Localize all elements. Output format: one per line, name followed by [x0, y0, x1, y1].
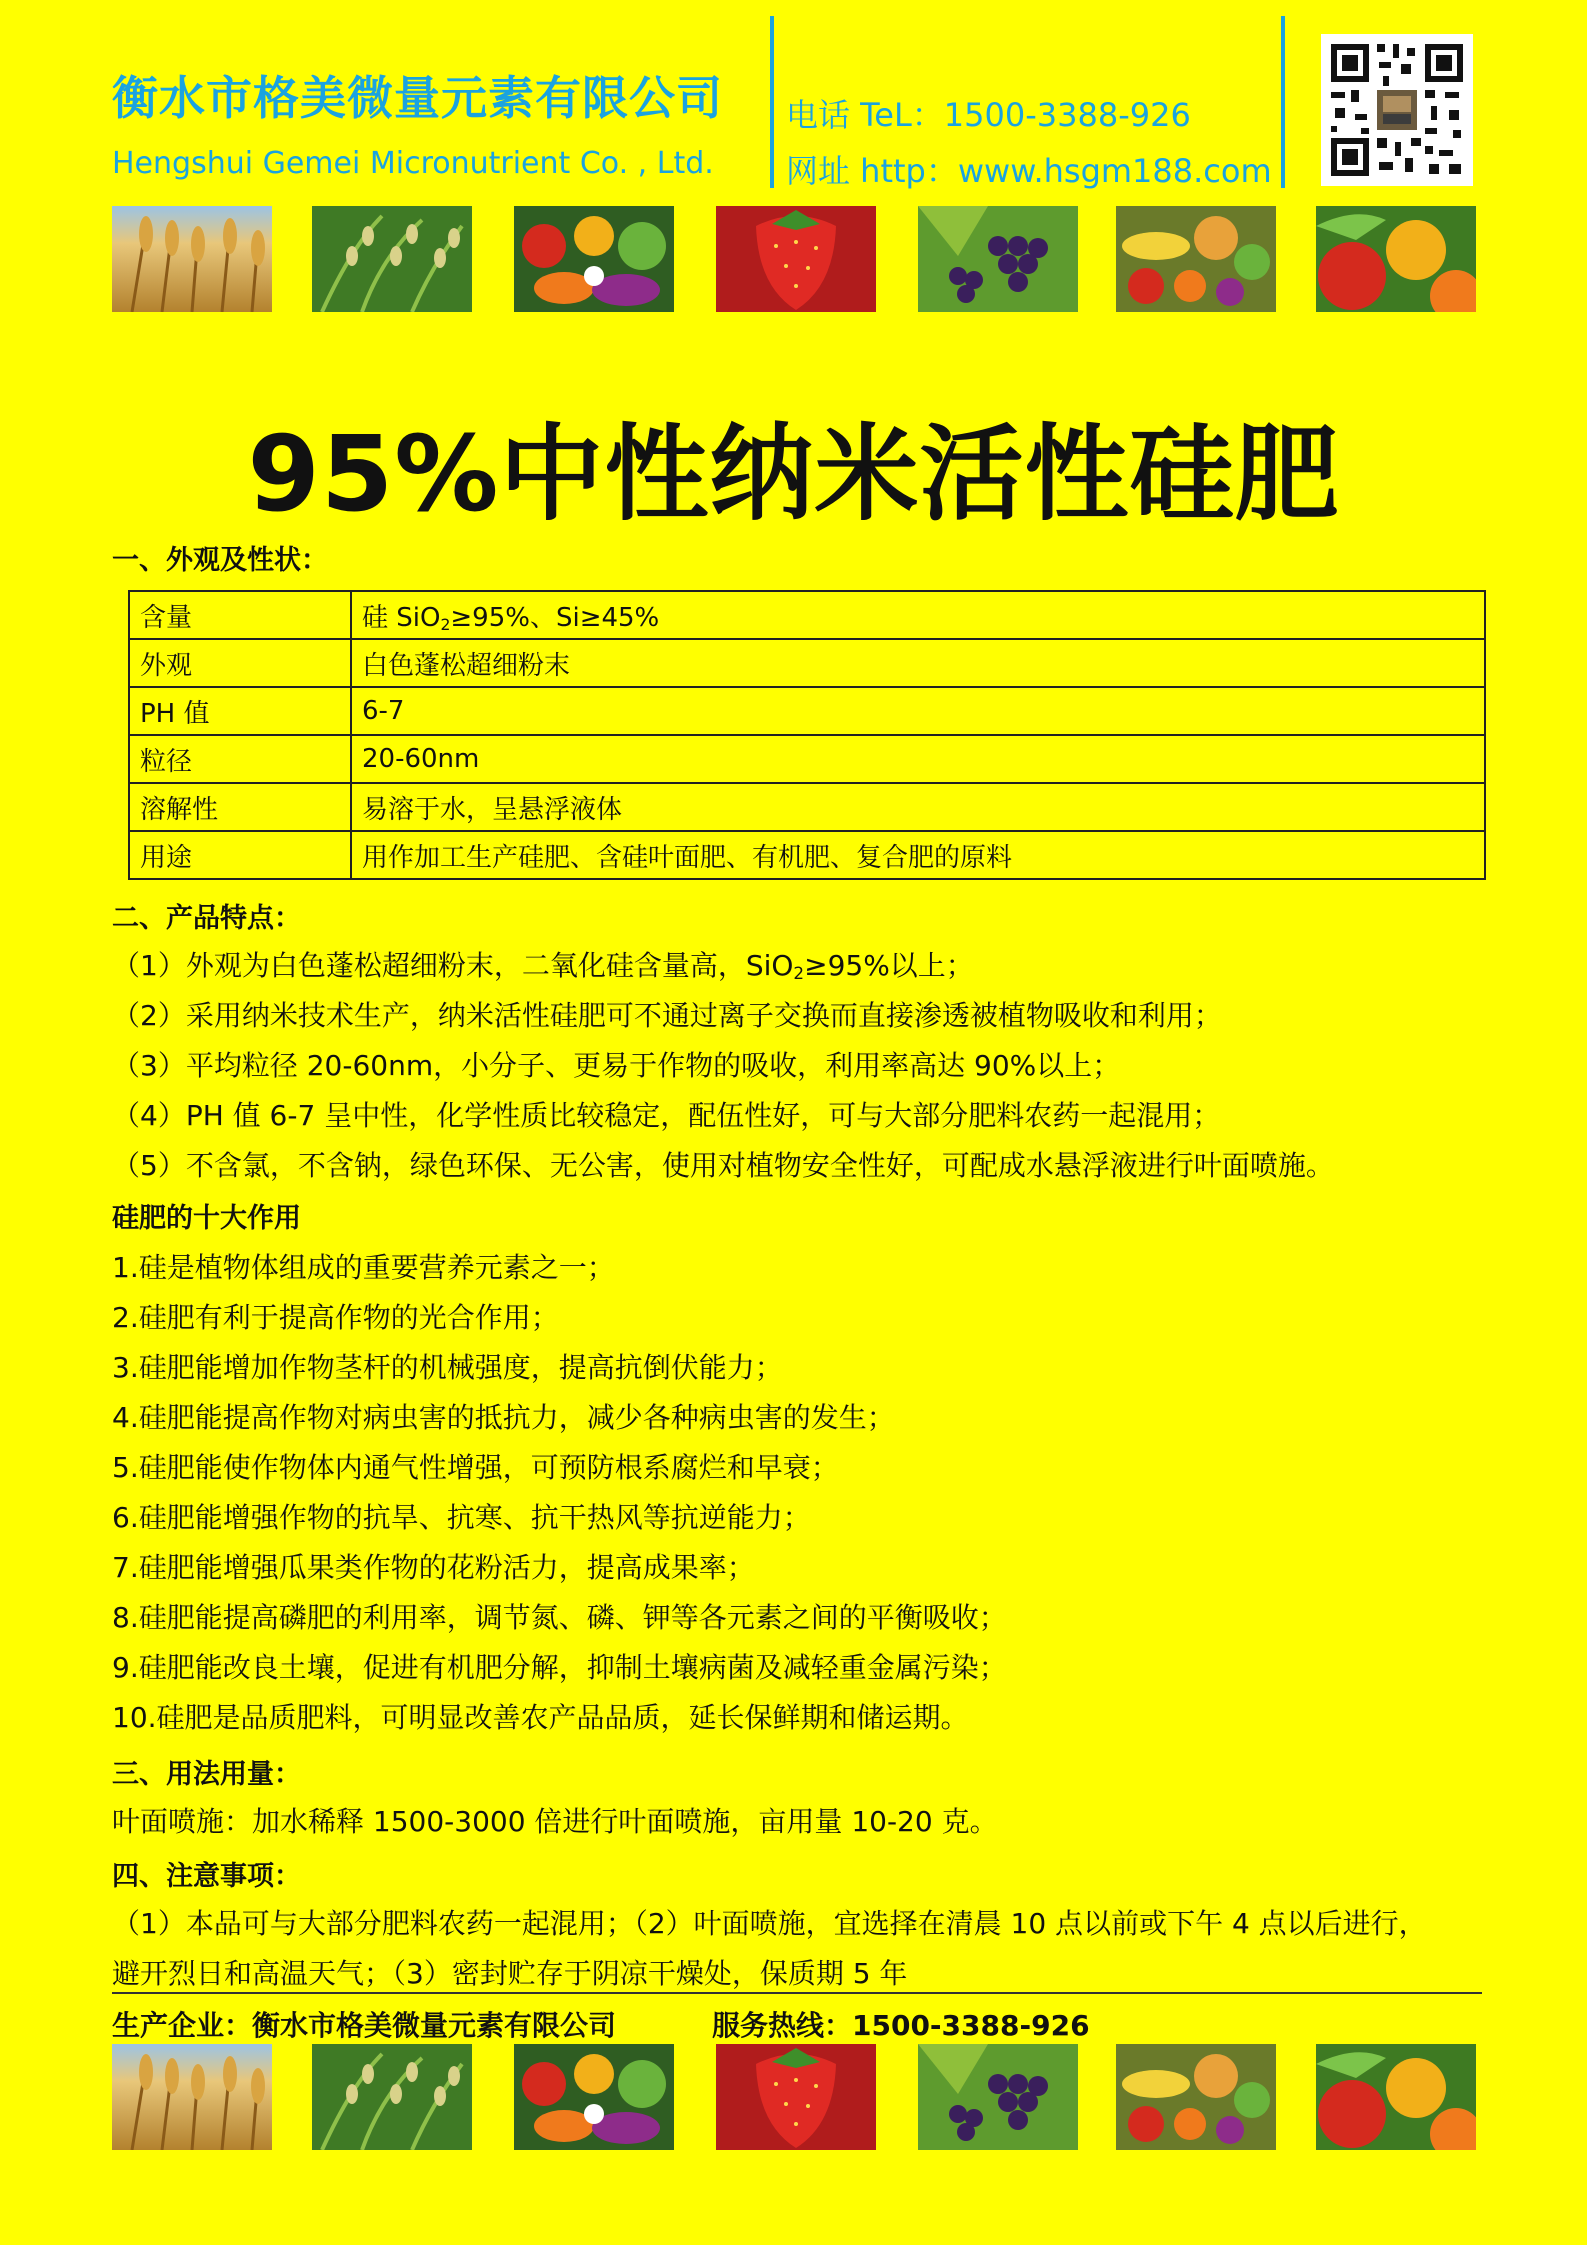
- fruit-basket-photo: [1116, 206, 1276, 312]
- table-row: [129, 735, 1485, 783]
- qr-code: [1321, 34, 1473, 186]
- spec-key: 用途: [129, 831, 351, 879]
- spec-value: 硅 SiO$_2$≥95%、Si≥45%: [351, 591, 1485, 639]
- precaution-text: 避开烈日和高温天气；（3）密封贮存于阴凉干燥处，保质期 5 年: [112, 1957, 908, 1990]
- spec-value: 白色蓬松超细粉末: [351, 639, 1485, 687]
- function-item: 5.硅肥能使作物体内通气性增强，可预防根系腐烂和早衰；: [112, 1451, 839, 1484]
- table-row: [129, 783, 1485, 831]
- section-heading-functions: 硅肥的十大作用: [112, 1203, 301, 1234]
- fruit-basket-photo: [1116, 2044, 1276, 2150]
- spec-key: 含量: [129, 591, 351, 639]
- rice-photo: [312, 2044, 472, 2150]
- footer-divider: [112, 1992, 1482, 1994]
- service-hotline: 服务热线：1500-3388-926: [712, 2009, 1090, 2042]
- rice-photo: [312, 206, 472, 312]
- company-name-cn: 衡水市格美微量元素有限公司: [112, 71, 723, 125]
- function-item: 1.硅是植物体组成的重要营养元素之一；: [112, 1251, 615, 1284]
- producer-label: 生产企业：衡水市格美微量元素有限公司: [112, 2009, 617, 2042]
- spec-value: 易溶于水，呈悬浮液体: [351, 783, 1485, 831]
- function-item: 2.硅肥有利于提高作物的光合作用；: [112, 1301, 559, 1334]
- spec-key: 溶解性: [129, 783, 351, 831]
- photo-strip-bottom: [112, 2044, 1476, 2150]
- photo-strip-top: [112, 206, 1476, 312]
- function-item: 7.硅肥能增强瓜果类作物的花粉活力，提高成果率；: [112, 1551, 755, 1584]
- spec-value: 6-7: [351, 687, 1485, 735]
- feature-item: （4）PH 值 6-7 呈中性，化学性质比较稳定，配伍性好，可与大部分肥料农药一起混用；: [112, 1099, 1221, 1132]
- function-item: 3.硅肥能增加作物茎杆的机械强度，提高抗倒伏能力；: [112, 1351, 783, 1384]
- wheat-photo: [112, 206, 272, 312]
- section-heading-usage: 三、用法用量：: [112, 1759, 301, 1790]
- product-title: 95%中性纳米活性硅肥: [247, 413, 1340, 535]
- usage-text: 叶面喷施：加水稀释 1500-3000 倍进行叶面喷施，亩用量 10-20 克。: [112, 1805, 998, 1838]
- feature-item: （2）采用纳米技术生产，纳米活性硅肥可不通过离子交换而直接渗透被植物吸收和利用；: [112, 999, 1222, 1032]
- feature-item: （3）平均粒径 20-60nm，小分子、更易于作物的吸收，利用率高达 90%以上；: [112, 1049, 1121, 1082]
- function-item: 10.硅肥是品质肥料，可明显改善农产品品质，延长保鲜期和储运期。: [112, 1701, 969, 1734]
- spec-table: [128, 590, 1486, 880]
- feature-item: （5）不含氯，不含钠，绿色环保、无公害，使用对植物安全性好，可配成水悬浮液进行叶面喷施。: [112, 1149, 1334, 1182]
- function-item: 9.硅肥能改良土壤，促进有机肥分解，抑制土壤病菌及减轻重金属污染；: [112, 1651, 1007, 1684]
- table-row: [129, 687, 1485, 735]
- section-heading-appearance: 一、外观及性状：: [112, 545, 328, 576]
- strawberry-photo: [716, 2044, 876, 2150]
- function-item: 8.硅肥能提高磷肥的利用率，调节氮、磷、钾等各元素之间的平衡吸收；: [112, 1601, 1007, 1634]
- company-name-en: Hengshui Gemei Micronutrient Co. , Ltd.: [112, 146, 714, 181]
- phone-number: 电话 TeL：1500-3388-926: [786, 96, 1191, 134]
- spec-value: 用作加工生产硅肥、含硅叶面肥、有机肥、复合肥的原料: [351, 831, 1485, 879]
- wheat-photo: [112, 2044, 272, 2150]
- grapes-photo: [918, 206, 1078, 312]
- table-row: [129, 591, 1485, 639]
- section-heading-features: 二、产品特点：: [112, 903, 301, 934]
- precaution-text: （1）本品可与大部分肥料农药一起混用；（2）叶面喷施，宜选择在清晨 10 点以前或下午 4 点以后进行，: [112, 1907, 1427, 1940]
- website-link[interactable]: 网址 http：www.hsgm188.com: [786, 152, 1272, 190]
- table-row: [129, 831, 1485, 879]
- grapes-photo: [918, 2044, 1078, 2150]
- feature-item: （1）外观为白色蓬松超细粉末，二氧化硅含量高，SiO$_2$≥95%以上；: [112, 949, 974, 984]
- spec-key: 外观: [129, 639, 351, 687]
- vegetables-photo: [514, 2044, 674, 2150]
- function-item: 4.硅肥能提高作物对病虫害的抵抗力，减少各种病虫害的发生；: [112, 1401, 895, 1434]
- fruits-photo: [1316, 2044, 1476, 2150]
- table-row: [129, 639, 1485, 687]
- function-item: 6.硅肥能增强作物的抗旱、抗寒、抗干热风等抗逆能力；: [112, 1501, 811, 1534]
- spec-value: 20-60nm: [351, 735, 1485, 783]
- section-heading-precautions: 四、注意事项：: [112, 1861, 301, 1892]
- spec-key: 粒径: [129, 735, 351, 783]
- spec-key: PH 值: [129, 687, 351, 735]
- strawberry-photo: [716, 206, 876, 312]
- vegetables-photo: [514, 206, 674, 312]
- header-divider: [770, 16, 774, 188]
- fruits-photo: [1316, 206, 1476, 312]
- header-divider: [1281, 16, 1285, 188]
